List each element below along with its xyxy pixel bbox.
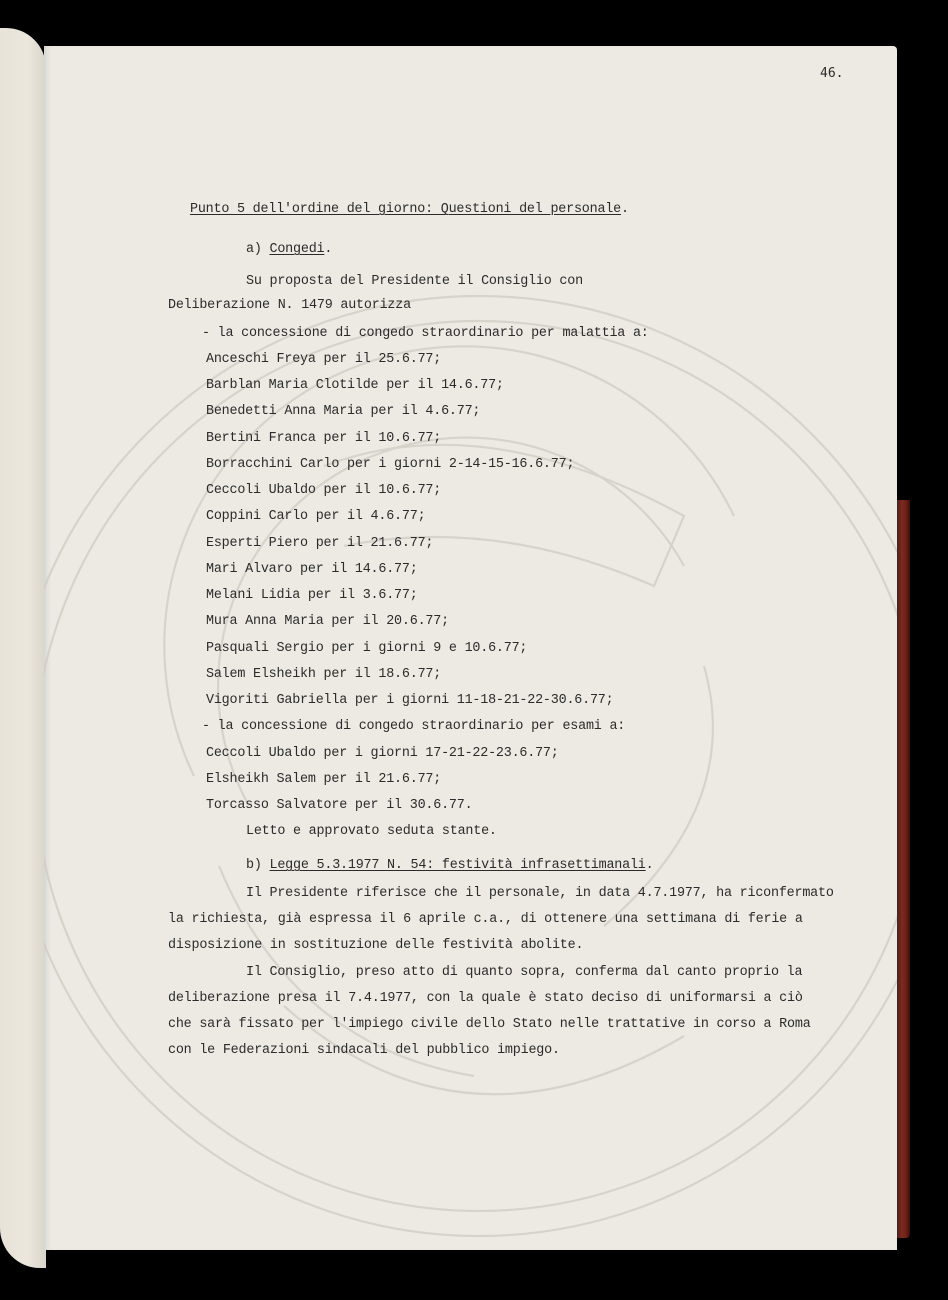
list-item: Melani Lidia per il 3.6.77; — [206, 588, 418, 603]
paragraph-line: Il Presidente riferisce che il personale, in data 4.7.1977, ha riconfermato — [246, 886, 834, 901]
illness-leave-heading: - la concessione di congedo straordinario per malattia a: — [202, 326, 649, 341]
subsection-b-title: Legge 5.3.1977 N. 54: festività infrasettimanali — [269, 858, 646, 873]
list-item: Elsheikh Salem per il 21.6.77; — [206, 772, 442, 787]
list-item: Pasquali Sergio per i giorni 9 e 10.6.77; — [206, 641, 528, 656]
subsection-a-period: . — [324, 242, 333, 257]
list-item: Barblan Maria Clotilde per il 14.6.77; — [206, 378, 504, 393]
document-page — [44, 46, 897, 1250]
paragraph-line: con le Federazioni sindacali del pubblico impiego. — [168, 1043, 560, 1058]
exam-leave-heading: - la concessione di congedo straordinario per esami a: — [202, 719, 626, 734]
list-item: Mari Alvaro per il 14.6.77; — [206, 562, 418, 577]
list-item: Bertini Franca per il 10.6.77; — [206, 431, 442, 446]
section-heading-period: . — [620, 202, 629, 217]
book-cover-edge — [897, 500, 910, 1238]
list-item: Vigoriti Gabriella per i giorni 11-18-21-22-30.6.77; — [206, 693, 614, 708]
list-item: Torcasso Salvatore per il 30.6.77. — [206, 798, 473, 813]
paragraph-line: la richiesta, già espressa il 6 aprile c.a., di ottenere una settimana di ferie a — [168, 912, 803, 927]
list-item: Ceccoli Ubaldo per i giorni 17-21-22-23.6.77; — [206, 746, 559, 761]
page-number: 46. — [820, 66, 844, 81]
subsection-b-period: . — [645, 858, 654, 873]
section-heading-text: Punto 5 dell'ordine del giorno: Questioni del personale — [190, 202, 621, 217]
watermark-ring-outer — [44, 296, 897, 1236]
intro-line: Su proposta del Presidente il Consiglio con — [246, 274, 583, 289]
facing-page-edge — [0, 28, 46, 1268]
subsection-b-heading — [246, 858, 653, 873]
watermark-ring-inner — [44, 321, 897, 1211]
list-item: Ceccoli Ubaldo per il 10.6.77; — [206, 483, 442, 498]
list-item: Esperti Piero per il 21.6.77; — [206, 536, 434, 551]
paragraph-line: deliberazione presa il 7.4.1977, con la quale è stato deciso di uniformarsi a ciò — [168, 991, 803, 1006]
subsection-a-heading — [246, 242, 332, 257]
list-item: Borracchini Carlo per i giorni 2-14-15-16.6.77; — [206, 457, 575, 472]
subsection-b-prefix: b) — [246, 858, 270, 873]
intro-line: Deliberazione N. 1479 autorizza — [168, 298, 411, 313]
list-item: Benedetti Anna Maria per il 4.6.77; — [206, 404, 481, 419]
subsection-a-title: Congedi — [269, 242, 325, 257]
list-item: Anceschi Freya per il 25.6.77; — [206, 352, 442, 367]
paragraph-line: Il Consiglio, preso atto di quanto sopra, conferma dal canto proprio la — [246, 965, 803, 980]
section-heading — [190, 202, 629, 217]
list-item: Coppini Carlo per il 4.6.77; — [206, 509, 426, 524]
subsection-a-prefix: a) — [246, 242, 270, 257]
list-item: Mura Anna Maria per il 20.6.77; — [206, 614, 449, 629]
list-item: Salem Elsheikh per il 18.6.77; — [206, 667, 442, 682]
paragraph-line: che sarà fissato per l'impiego civile dello Stato nelle trattative in corso a Roma — [168, 1017, 811, 1032]
paragraph-line: disposizione in sostituzione delle festività abolite. — [168, 938, 584, 953]
approval-note: Letto e approvato seduta stante. — [246, 824, 497, 839]
